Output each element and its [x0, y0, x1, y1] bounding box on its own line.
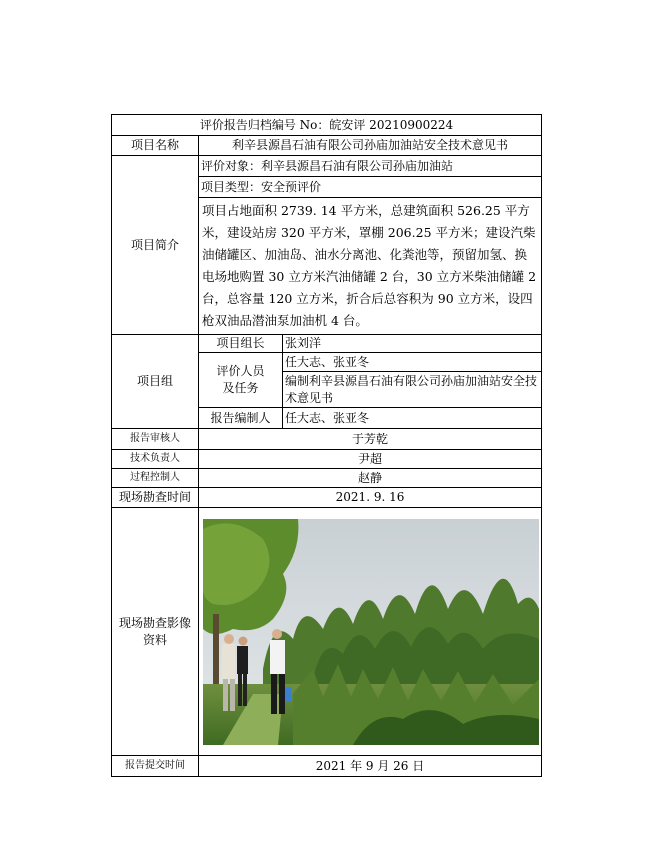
survey-time-label: 现场勘查时间 [112, 488, 199, 508]
submit-time-label: 报告提交时间 [112, 756, 199, 777]
tech-lead-name: 尹超 [199, 450, 542, 469]
survey-photo-cell [199, 508, 542, 756]
project-description: 项目占地面积 2739. 14 平方米，总建筑面积 526.25 平方米，建设站房 320 平方米，罩棚 206.25 平方米；建设汽柴油储罐区、加油岛、油水分离池、化粪池等，预留加氢、换电场地购置 30 立方米汽油储罐 2 台，30 立方米柴油储罐 2 台，总容量 120 立方米，折合后总容积为 90 立方米，设四枪双油品潜油泵加油机 4 台。 [199, 198, 542, 335]
survey-photo-label: 现场勘查影像 资料 [112, 508, 199, 756]
evaluators-names: 任大志、张亚冬 [283, 353, 542, 372]
archive-number: 评价报告归档编号 No：皖安评 20210900224 [112, 115, 542, 136]
site-survey-photo [203, 519, 539, 745]
compiler-names: 任大志、张亚冬 [283, 408, 542, 429]
submit-time-value: 2021 年 9 月 26 日 [199, 756, 542, 777]
survey-time-value: 2021. 9. 16 [199, 488, 542, 508]
leader-name: 张刘洋 [283, 335, 542, 353]
info-table [111, 114, 542, 777]
compiler-label: 报告编制人 [199, 408, 283, 429]
tech-lead-label: 技术负责人 [112, 450, 199, 469]
process-control-label: 过程控制人 [112, 469, 199, 488]
reviewer-label: 报告审核人 [112, 429, 199, 450]
evaluation-form [111, 114, 541, 777]
project-name-value: 利辛县源昌石油有限公司孙庙加油站安全技术意见书 [199, 136, 542, 156]
evaluation-object: 评价对象：利辛县源昌石油有限公司孙庙加油站 [199, 156, 542, 177]
project-intro-label: 项目简介 [112, 156, 199, 335]
project-group-label: 项目组 [112, 335, 199, 429]
project-type: 项目类型：安全预评价 [199, 177, 542, 198]
project-name-label: 项目名称 [112, 136, 199, 156]
evaluation-task: 编制利辛县源昌石油有限公司孙庙加油站安全技术意见书 [283, 372, 542, 408]
evaluators-label: 评价人员 及任务 [199, 353, 283, 408]
reviewer-name: 于芳乾 [199, 429, 542, 450]
process-control-name: 赵静 [199, 469, 542, 488]
leader-label: 项目组长 [199, 335, 283, 353]
